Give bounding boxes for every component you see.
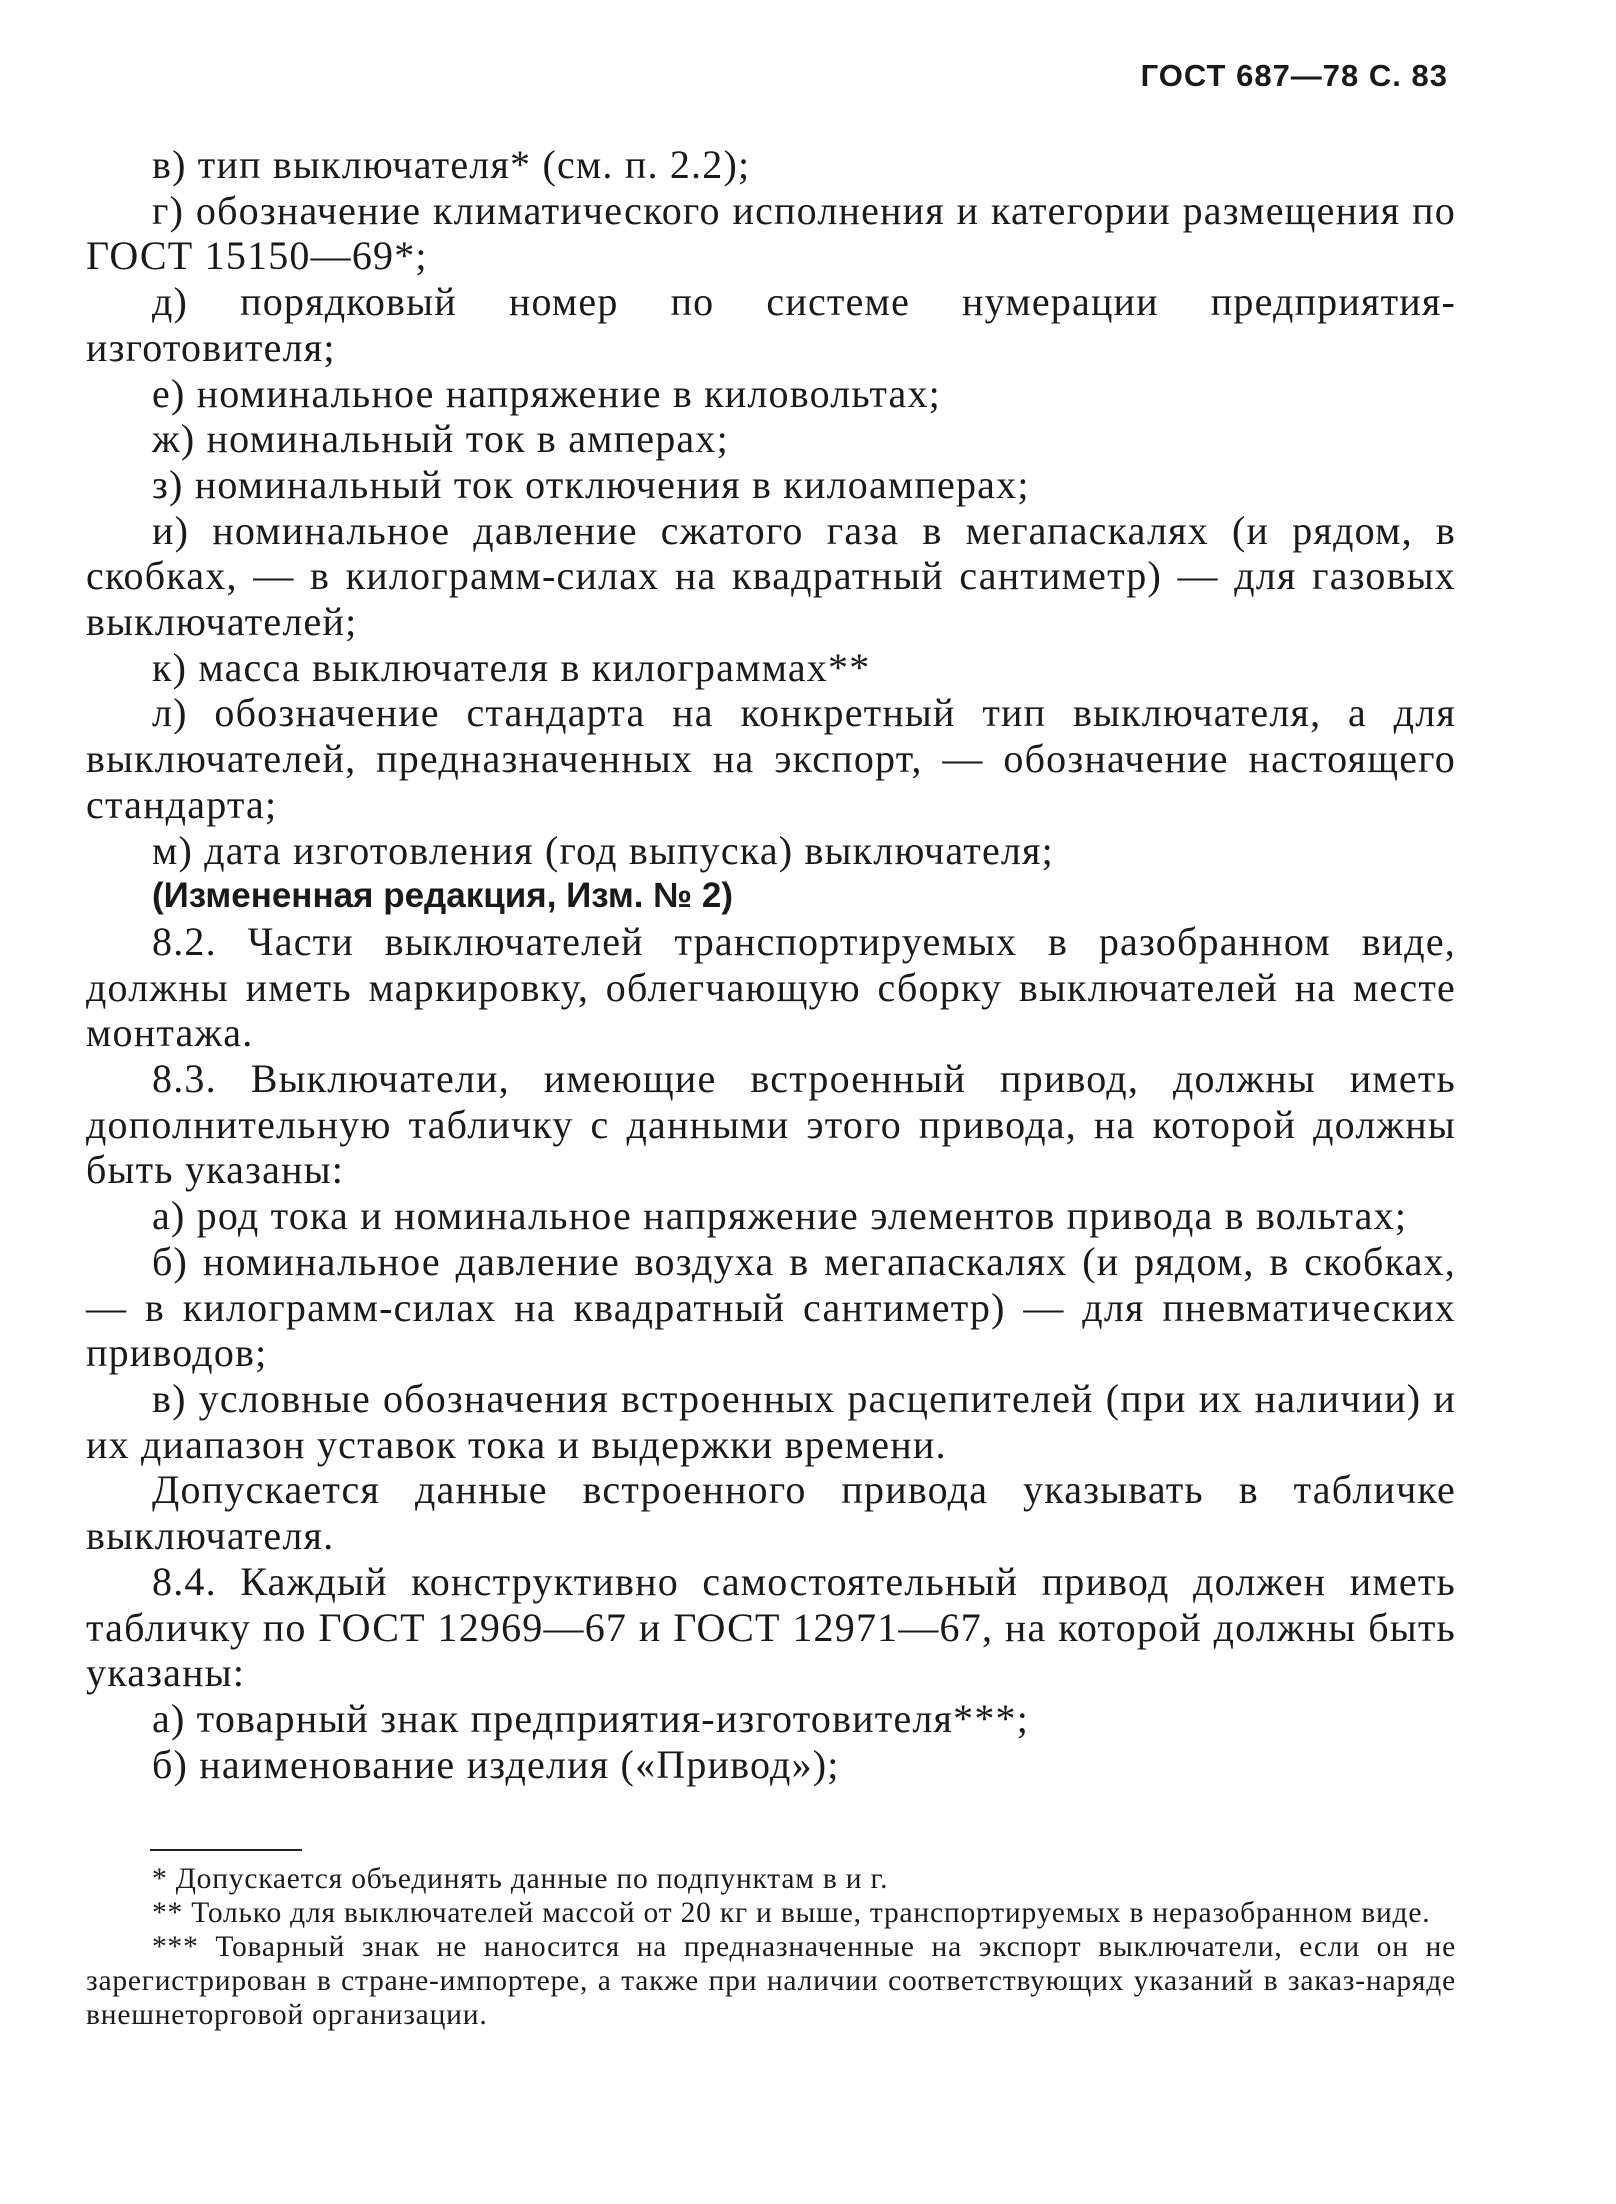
paragraph: б) номинальное давление воздуха в мегапаскалях (и рядом, в скобках, — в килограмм-силах на квадратный сантиметр) — для пневматических приводов; — [86, 1238, 1456, 1376]
paragraph: и) номинальное давление сжатого газа в мегапаскалях (и рядом, в скобках, — в килограмм-силах на квадратный сантиметр) — для газовых выключателей; — [86, 507, 1456, 645]
paragraph: ж) номинальный ток в амперах; — [152, 416, 729, 462]
paragraph: 8.3. Выключатели, имеющие встроенный привод, должны иметь дополнительную табличку с данными этого привода, на которой должны быть указаны: — [86, 1056, 1456, 1193]
footnote: * Допускается объединять данные по подпунктам в и г. — [152, 1863, 889, 1895]
paragraph: м) дата изготовления (год выпуска) выключателя; — [152, 827, 1054, 873]
amendment-note: (Измененная редакция, Изм. № 2) — [152, 876, 734, 916]
paragraph: в) условные обозначения встроенных расцепителей (при их наличии) и их диапазон уставок тока и выдержки времени. — [86, 1375, 1456, 1467]
footnote-divider — [150, 1849, 302, 1851]
paragraph: к) масса выключателя в килограммах** — [152, 644, 871, 690]
paragraph: л) обозначение стандарта на конкретный тип выключателя, а для выключателей, предназначенных на экспорт, — обозначение настоящего стандарта; — [86, 690, 1456, 827]
footnote: *** Товарный знак не наносится на предназначенные на экспорт выключатели, если он не зарегистрирован в стране-импортере, а также при наличии соответствующих указаний в заказ-наряде внешнеторговой организации. — [86, 1931, 1456, 2031]
paragraph: Допускается данные встроенного привода указывать в табличке выключателя. — [86, 1467, 1456, 1559]
page-header: ГОСТ 687—78 С. 83 — [1140, 58, 1448, 93]
paragraph: д) порядковый номер по системе нумерации предприятия-изготовителя; — [86, 279, 1456, 370]
footnote: ** Только для выключателей массой от 20 кг и выше, транспортируемых в неразобранном виде. — [152, 1897, 1431, 1929]
footnotes — [86, 1862, 1456, 2032]
paragraph: в) тип выключателя* (см. п. 2.2); — [152, 142, 751, 187]
paragraph: 8.2. Части выключателей транспортируемых в разобранном виде, должны иметь маркировку, облегчающую сборку выключателей на месте монтажа. — [86, 918, 1456, 1056]
paragraph: е) номинальное напряжение в киловольтах; — [152, 370, 941, 416]
paragraph: а) род тока и номинальное напряжение элементов привода в вольтах; — [152, 1193, 1408, 1239]
paragraph: б) наименование изделия («Привод»); — [152, 1741, 840, 1787]
main-text — [86, 142, 1456, 1787]
paragraph: 8.4. Каждый конструктивно самостоятельный привод должен иметь табличку по ГОСТ 12969—67 и ГОСТ 12971—67, на которой должны быть указаны: — [86, 1558, 1456, 1696]
paragraph: з) номинальный ток отключения в килоамперах; — [152, 461, 1030, 507]
paragraph: г) обозначение климатического исполнения и категории размещения по ГОСТ 15150—69*; — [86, 187, 1456, 279]
paragraph: а) товарный знак предприятия-изготовителя***; — [152, 1695, 1030, 1741]
